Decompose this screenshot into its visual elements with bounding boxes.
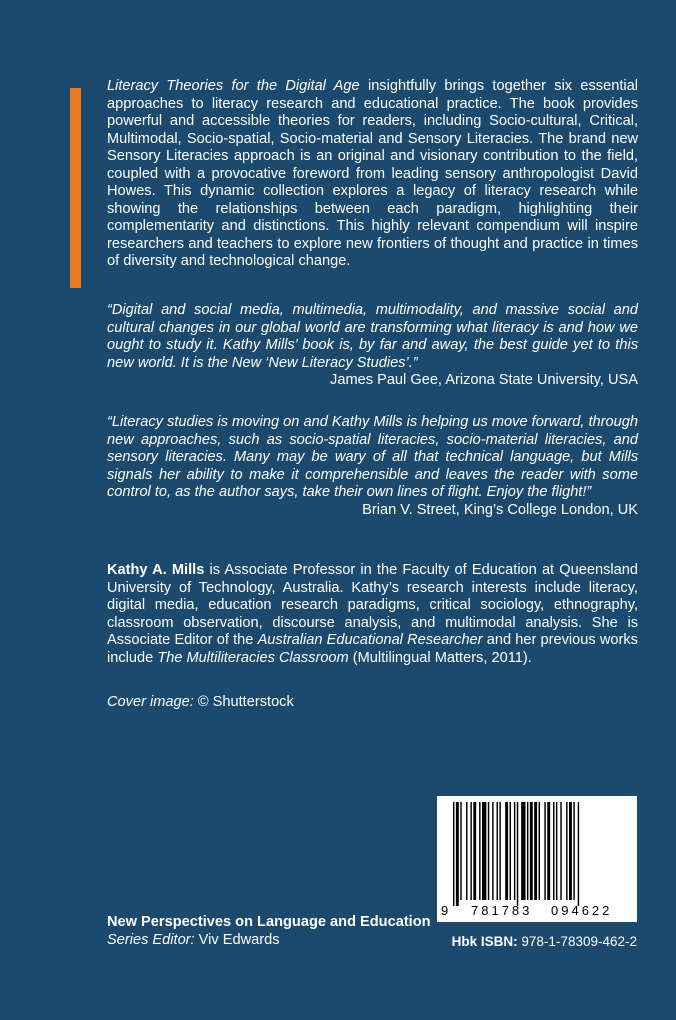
- series-editor-label: Series Editor:: [107, 931, 195, 948]
- barcode-digits-right: 094622: [551, 903, 613, 918]
- barcode-bar: [499, 802, 500, 900]
- barcode-bar: [473, 802, 476, 900]
- author-name: Kathy A. Mills: [107, 562, 205, 578]
- barcode-digits-left: 781783: [471, 903, 533, 918]
- quote-attribution: James Paul Gee, Arizona State University, USA: [330, 372, 638, 388]
- series-title: New Perspectives on Language and Education: [107, 914, 431, 930]
- book-description: [107, 78, 638, 271]
- barcode-bar: [566, 802, 567, 900]
- barcode-bar: [456, 802, 459, 906]
- endorsement-quote: [107, 302, 638, 390]
- quote-text: “Digital and social media, multimedia, multimodality, and massive social and cultural changes in our global world are transforming what literacy is and how we ought to study it. Kathy Mills’ book is, by far and away, the best guide yet to this new world. It is the New ‘New Literacy Studies’.”: [107, 302, 638, 371]
- description-text: insightfully brings together six essential approaches to literacy research and educational practice. The book provides powerful and accessible theories for readers, including Socio-cultural, Critical, Multimodal, Socio-spatial, Socio-material and Sensory Literacies. The brand new Sensory Literacies approach is an original and visionary contribution to the field, coupled with a provocative foreword from leading sensory anthropologist David Howes. This dynamic collection explores a legacy of literacy research while showing the relationships between each paradigm, highlighting their complementarity and distinctions. This highly relevant compendium will inspire researchers and teachers to explore new frontiers of thought and practice in times of diversity and technological change.: [107, 78, 638, 269]
- barcode-bar: [479, 802, 480, 900]
- barcode-bar: [460, 802, 461, 900]
- barcode-bar: [505, 802, 508, 900]
- endorsement-quote: [107, 414, 638, 519]
- barcode-digit: 9: [441, 903, 449, 918]
- barcode: [437, 796, 637, 922]
- bio-text: (Multilingual Matters, 2011).: [348, 649, 532, 666]
- barcode-bar: [534, 802, 537, 900]
- barcode-bar: [453, 802, 454, 906]
- barcode-bar: [492, 802, 493, 900]
- barcode-bar: [553, 802, 554, 900]
- cover-credit-value: © Shutterstock: [193, 694, 294, 710]
- barcode-bar: [488, 802, 489, 900]
- barcode-bar: [510, 802, 511, 900]
- barcode-bar: [497, 802, 498, 900]
- barcode-bar: [556, 802, 557, 900]
- cover-credit: [107, 694, 294, 712]
- isbn-number: 978-1-78309-462-2: [517, 934, 637, 949]
- isbn: [437, 934, 637, 949]
- barcode-bar: [470, 802, 471, 900]
- author-bio: [107, 562, 638, 667]
- barcode-bar: [530, 802, 533, 900]
- isbn-label: Hbk ISBN:: [451, 934, 518, 949]
- book-title: Literacy Theories for the Digital Age: [107, 78, 360, 94]
- barcode-bar: [547, 802, 550, 900]
- accent-bar: [70, 88, 81, 288]
- barcode-bar: [539, 802, 540, 900]
- barcode-bar: [578, 802, 579, 906]
- barcode-bar: [569, 802, 572, 900]
- bio-text: and her previous works include: [107, 632, 638, 666]
- bio-text: is Associate Professor in the Faculty of Education at Queensland University of Technology, Australia. Kathy’s research interests include literacy, digital media, education research paradigms, critical sociology, ethnography, classroom observation, discourse analysis, and multimodal analysis. She is Associate Editor of the: [107, 562, 638, 648]
- barcode-bar: [517, 802, 518, 906]
- barcode-bar: [544, 802, 545, 900]
- barcode-bar: [573, 802, 574, 900]
- series-editor: [107, 932, 431, 950]
- barcode-bar: [560, 802, 561, 900]
- quote-attribution: Brian V. Street, King’s College London, UK: [362, 501, 638, 518]
- journal-name: Australian Educational Researcher: [257, 632, 483, 648]
- barcode-bar: [514, 802, 515, 900]
- cover-credit-label: Cover image:: [107, 694, 194, 710]
- barcode-bar: [482, 802, 486, 900]
- barcode-bar: [466, 802, 467, 900]
- series-editor-name: Viv Edwards: [194, 931, 280, 948]
- quote-text: “Literacy studies is moving on and Kathy Mills is helping us move forward, through new approaches, such as socio-spatial literacies, socio-material literacies, and sensory literacies. Many may be wary of all that technical language, but Mills signals her ability to make it comprehensible and leaves the reader with some control to, as the author says, take their own lines of flight. Enjoy the flight!”: [107, 414, 638, 500]
- barcode-bar: [521, 802, 525, 900]
- series-info: [107, 914, 431, 949]
- previous-work-title: The Multiliteracies Classroom: [157, 649, 349, 666]
- barcode-bar: [527, 802, 528, 900]
